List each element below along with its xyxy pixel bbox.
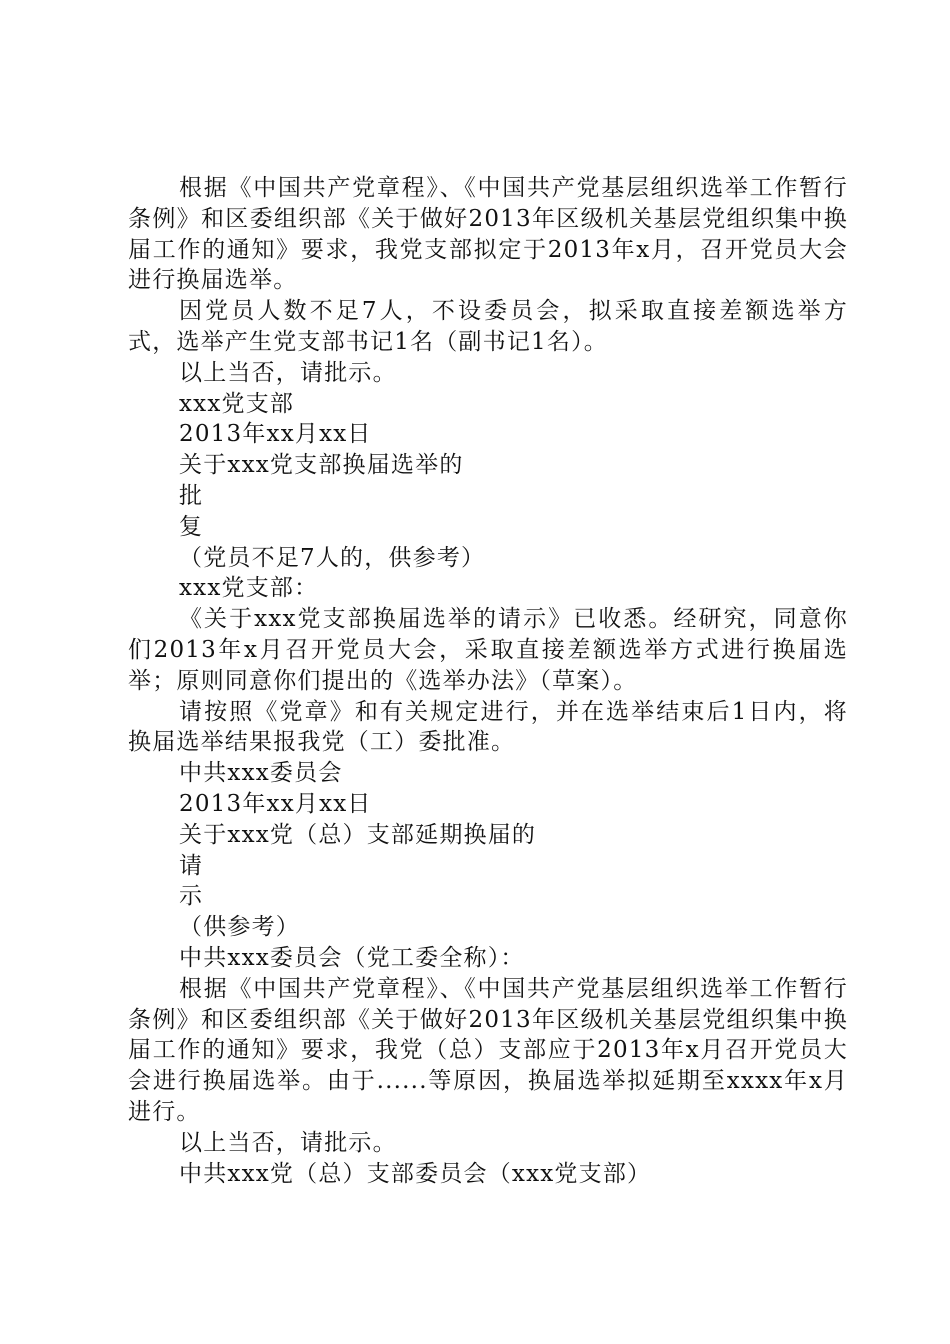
reply-title-line-2: 批 (179, 482, 204, 509)
delay-closing: 以上当否，请批示。 (179, 1129, 397, 1156)
reply-title-line-1: 关于xxx党支部换届选举的 (179, 452, 464, 479)
request-date: 2013年xx月xx日 (179, 421, 372, 448)
delay-title-line-1: 关于xxx党（总）支部延期换届的 (179, 821, 537, 848)
delay-note: （供参考） (179, 914, 300, 941)
delay-addressee: 中共xxx委员会（党工委全称）： (179, 944, 525, 971)
delay-signature: 中共xxx党（总）支部委员会（xxx党支部） (179, 1160, 652, 1187)
reply-note: （党员不足7人的，供参考） (179, 544, 486, 571)
request-signature: xxx党支部 (179, 390, 295, 417)
request-closing: 以上当否，请批示。 (179, 359, 397, 386)
delay-title-line-3: 示 (179, 883, 204, 910)
delay-title-line-2: 请 (179, 852, 204, 879)
reply-title-line-3: 复 (179, 513, 204, 540)
reply-date: 2013年xx月xx日 (179, 790, 372, 817)
reply-paragraph-2: 请按照《党章》和有关规定进行，并在选举结束后1日内，将换届选举结果报我党（工）委批准。 (128, 698, 848, 756)
document-body (128, 173, 848, 1189)
reply-signature: 中共xxx委员会 (179, 760, 343, 787)
request-paragraph-1: 根据《中国共产党章程》、《中国共产党基层组织选举工作暂行条例》和区委组织部《关于做好2013年区级机关基层党组织集中换届工作的通知》要求，我党支部拟定于2013年x月，召开党员大会进行换届选举。 (128, 175, 848, 294)
request-paragraph-2: 因党员人数不足7人，不设委员会，拟采取直接差额选举方式，选举产生党支部书记1名（副书记1名）。 (128, 298, 848, 355)
reply-paragraph-1: 《关于xxx党支部换届选举的请示》已收悉。经研究，同意你们2013年x月召开党员大会，采取直接差额选举方式进行换届选举；原则同意你们提出的《选举办法》（草案）。 (128, 606, 848, 694)
delay-paragraph-1: 根据《中国共产党章程》、《中国共产党基层组织选举工作暂行条例》和区委组织部《关于做好2013年区级机关基层党组织集中换届工作的通知》要求，我党（总）支部应于2013年x月召开党员大会进行换届选举。由于......等原因，换届选举拟延期至xxxx年x月进行。 (128, 975, 848, 1125)
reply-addressee: xxx党支部： (179, 575, 319, 602)
